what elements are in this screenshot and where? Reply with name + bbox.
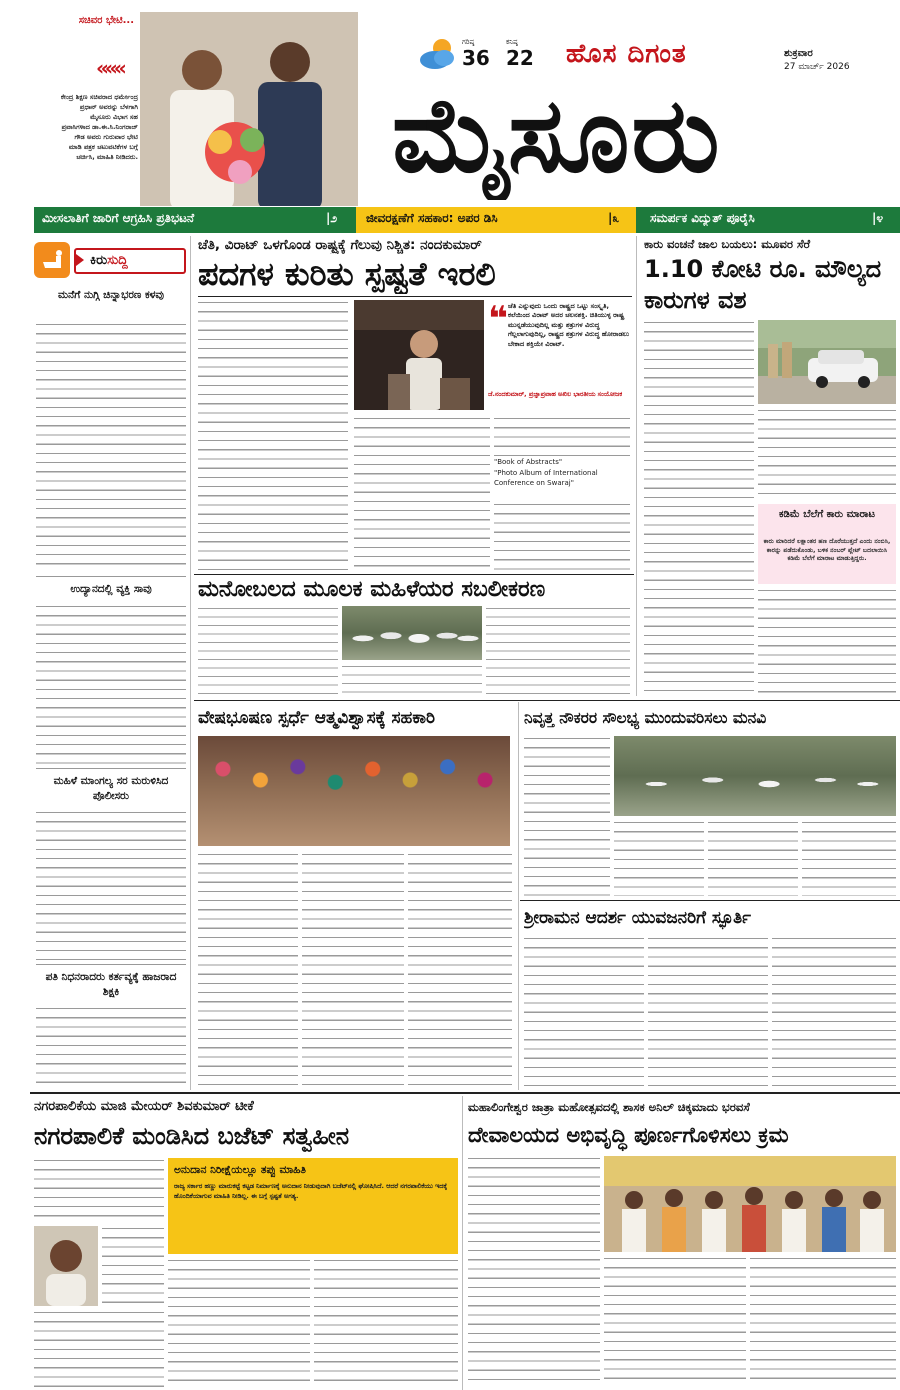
strip-item-3-page: |೪ (872, 211, 884, 225)
brand-logo: ಹೊಸ ದಿಗಂತ (566, 39, 687, 69)
quote-author: ಜೆ.ನಂದಕುಮಾರ್, ಪ್ರಜ್ಞಾಪ್ರವಾಹ ಅಖಿಲ ಭಾರತೀಯ ಸಂಯೋಜಕ (488, 390, 623, 398)
strip-item-2-title: ಜೀವರಕ್ಷಣೆಗೆ ಸಹಕಾರ: ಅಪರ ಡಿಸಿ (366, 211, 498, 225)
car-story (640, 234, 900, 698)
kirusuddi-item-4-head[interactable]: ಪತಿ ನಿಧನರಾದರು ಕರ್ತವ್ಯಕ್ಕೆ ಹಾಜರಾದ ಶಿಕ್ಷಕಿ (45, 971, 177, 998)
dress-photo (198, 736, 510, 846)
retired-col-4 (802, 820, 896, 896)
car-sidebar-box (758, 504, 896, 584)
chevron-left-icon: ««« (96, 58, 123, 78)
dress-col-2 (302, 852, 404, 1088)
divider (194, 700, 900, 701)
budget-col-beside-portrait (102, 1226, 164, 1306)
quote-box (488, 300, 630, 410)
budget-col-1 (34, 1310, 164, 1388)
temple-col-3 (750, 1256, 896, 1386)
teaser-strip (34, 207, 900, 233)
kirusuddi-label-a: ಕಿರು (90, 253, 108, 268)
kirusuddi-label-b: ಸುದ್ದಿ (107, 253, 128, 268)
divider (520, 900, 900, 901)
budget-box-title: ಅನುದಾನ ನಿರೀಕ್ಷೆಯಲ್ಲೂ ತಪ್ಪು ಮಾಹಿತಿ (174, 1164, 306, 1176)
book-title-1: "Book of Abstracts" (494, 458, 563, 466)
temple-kicker[interactable]: ಮಹಾಲಿಂಗೇಶ್ವರ ಜಾತ್ರಾ ಮಹೋತ್ಸವದಲ್ಲಿ ಶಾಸಕ ಅನಿಲ್ ಚಿಕ್ಕಮಾದು ಭರವಸೆ (468, 1100, 750, 1114)
divider (198, 296, 632, 297)
divider (194, 574, 634, 575)
min-temp-label: ಕನಿಷ್ಠ (506, 38, 518, 46)
strip-item-1-page: |೨ (326, 211, 338, 225)
kirusuddi-item-1-head[interactable]: ಮನೆಗೆ ನುಗ್ಗಿ ಚಿನ್ನಾಭರಣ ಕಳವು (57, 289, 164, 301)
kirusuddi-item-2-head[interactable]: ಉದ್ಯಾನದಲ್ಲಿ ವ್ಯಕ್ತಿ ಸಾವು (70, 583, 152, 595)
retired-headline[interactable]: ನಿವೃತ್ತ ನೌಕರರ ಸೌಲಭ್ಯ ಮುಂದುವರಿಸಲು ಮನವಿ (524, 709, 767, 727)
temple-photo (604, 1156, 896, 1252)
kirusuddi-item-3-head[interactable]: ಮಹಿಳೆ ಮಾಂಗಲ್ಯ ಸರ ಮರುಳಿಸಿದ ಪೊಲೀಸರು (53, 775, 169, 802)
issue-date: 27 ಮಾರ್ಚ್ 2026 (784, 62, 850, 72)
lead-col-1 (198, 300, 348, 570)
kirusuddi-label-box (74, 248, 186, 274)
strip-item-2[interactable] (356, 207, 636, 233)
retired-photo (614, 736, 896, 816)
temple-story (464, 1096, 900, 1390)
kirusuddi-item-1-body (36, 322, 186, 572)
kirusuddi-item-2-body (36, 604, 186, 764)
lead-col-2 (354, 416, 490, 570)
hand-icon (34, 242, 70, 278)
edition-name: ಮೈಸೂರು (392, 74, 722, 196)
strip-item-3[interactable] (642, 207, 900, 233)
car-col-3 (758, 588, 896, 694)
car-col-2 (758, 408, 896, 500)
dress-col-3 (408, 852, 512, 1088)
budget-portrait (34, 1226, 98, 1306)
arrow-right-icon (76, 254, 84, 266)
divider (36, 964, 186, 965)
women-col-3 (486, 606, 630, 696)
rama-col-2 (648, 936, 768, 1086)
rama-headline[interactable]: ಶ್ರೀರಾಮನ ಆದರ್ಶ ಯುವಜನರಿಗೆ ಸ್ಫೂರ್ತಿ (524, 908, 751, 928)
budget-col-intro (34, 1158, 164, 1222)
teaser-photo (140, 12, 358, 206)
strip-item-1-title: ಮೀಸಲಾತಿಗೆ ಜಾರಿಗೆ ಆಗ್ರಹಿಸಿ ಪ್ರತಿಭಟನೆ (42, 211, 195, 225)
column-divider (636, 236, 637, 696)
budget-col-3 (314, 1258, 458, 1388)
car-box-text: ಕಾರು ಮಾರಿದರೆ ಲಕ್ಷಾಂತರ ಹಣ ದೊರೆಯುತ್ತದೆ ಎಂದು ನಂಬಿಸಿ, ಕಾರನ್ನು ಪಡೆದುಕೊಂಡು, ಬಳಿಕ ನಂಬರ್ ಪ್ಲೇಟ್ ಬದಲಾಯಿಸಿ ಕಡಿಮೆ ಬೆಲೆಗೆ ಮಾರಾಟ ಮಾಡುತ್ತಿದ್ದರು. (763, 538, 891, 563)
women-photo (342, 606, 482, 660)
column-divider (462, 1096, 463, 1390)
retired-story (520, 702, 900, 898)
car-headline[interactable]: 1.10 ಕೋಟಿ ರೂ. ಮೌಲ್ಯದ ಕಾರುಗಳ ವಶ (644, 255, 882, 314)
column-divider (518, 702, 519, 1090)
weather-cloud-icon (418, 36, 458, 72)
women-headline[interactable]: ಮನೋಬಲದ ಮೂಲಕ ಮಹಿಳೆಯರ ಸಬಲೀಕರಣ (198, 577, 546, 602)
kirusuddi-item-4-body (36, 1006, 186, 1090)
retired-col-2 (614, 820, 704, 896)
budget-col-2 (168, 1258, 310, 1388)
car-col-1 (644, 320, 754, 694)
rama-col-3 (772, 936, 896, 1086)
issue-day: ಶುಕ್ರವಾರ (784, 48, 813, 59)
lead-col-3 (494, 416, 630, 570)
divider (36, 768, 186, 769)
lead-story (194, 234, 634, 574)
women-col-1 (198, 606, 338, 696)
rama-story (520, 902, 900, 1090)
column-divider (190, 236, 191, 1090)
strip-item-2-page: |೩ (608, 211, 620, 225)
car-kicker[interactable]: ಕಾರು ವಂಚನೆ ಜಾಲ ಬಯಲು: ಮೂವರ ಸೆರೆ (644, 237, 811, 251)
lead-photo (354, 300, 484, 410)
temple-col-2 (604, 1256, 746, 1386)
min-temp: 22 (506, 46, 534, 70)
retired-col-3 (708, 820, 798, 896)
kirusuddi-item-3-body (36, 810, 186, 960)
lead-kicker[interactable]: ಚೆತಿ, ವಿರಾಟ್ ಒಳಗೊಂಡ ರಾಷ್ಟ್ರಕ್ಕೆ ಗೆಲುವು ನಿಶ್ಚಿತ: ನಂದಕುಮಾರ್ (198, 237, 482, 253)
divider (30, 1092, 900, 1094)
teaser-text: ಕೇಂದ್ರ ಶಿಕ್ಷಣ ಸಚಿವರಾದ ಧರ್ಮೇಂದ್ರ ಪ್ರಧಾನ್ ಅವರನ್ನು ಬೆಳಗಾಗಿ ಮೈಸೂರು ವಿಭಾಗ ಸಹ ಪ್ರವಾಸಿಗಳಾದ ಡಾ.ಈ.ಸಿ.ನಿಂಗರಾಜ್ ಗೌಡ ಅವರು ಗುರುವಾರ ಭೇಟಿ ಮಾಡಿ ಪತ್ರಕ ಚಟುವಟಿಕೆಗಳ ಬಗ್ಗೆ ಚರ್ಚಿಸಿ, ಮಾಹಿತಿ ನೀಡಿದರು. (60, 93, 138, 161)
budget-story (30, 1096, 460, 1390)
budget-headline[interactable]: ನಗರಪಾಲಿಕೆ ಮಂಡಿಸಿದ ಬಜೆಟ್ ಸತ್ವಹೀನ (34, 1122, 350, 1150)
car-photo (758, 320, 896, 404)
temple-headline[interactable]: ದೇವಾಲಯದ ಅಭಿವೃದ್ಧಿ ಪೂರ್ಣಗೊಳಿಸಲು ಕ್ರಮ (468, 1123, 789, 1147)
quote-icon: ❝ (488, 304, 508, 328)
lead-headline[interactable]: ಪದಗಳ ಕುರಿತು ಸ್ಪಷ್ಟತೆ ಇರಲಿ (198, 255, 496, 293)
book-title-2: "Photo Album of International Conference on Swaraj" (494, 469, 598, 487)
max-temp-label: ಗರಿಷ್ಠ (462, 38, 475, 46)
teaser-label: ಸಚಿವರ ಭೇಟಿ... (78, 15, 134, 26)
women-story (194, 576, 634, 698)
strip-item-3-title: ಸಮರ್ಪಕ ವಿದ್ಯುತ್ ಪೂರೈಸಿ (650, 211, 755, 225)
max-temp: 36 (462, 46, 490, 70)
car-box-title: ಕಡಿಮೆ ಬೆಲೆಗೆ ಕಾರು ಮಾರಾಟ (779, 509, 875, 520)
budget-kicker[interactable]: ನಗರಪಾಲಿಕೆಯ ಮಾಜಿ ಮೇಯರ್ ಶಿವಕುಮಾರ್ ಟೀಕೆ (34, 1099, 254, 1114)
dress-col-1 (198, 852, 298, 1088)
strip-item-1[interactable] (34, 207, 350, 233)
rama-col-1 (524, 936, 644, 1086)
masthead (0, 0, 900, 206)
kirusuddi-header (30, 240, 188, 280)
quote-text: ಚೆತಿ ಎನ್ನುವುದು ಒಂದು ರಾಷ್ಟ್ರದ ಒಟ್ಟು ಸಂಸ್ಕೃತಿ, ಕಲೆಯಿಂದ ವಿರಾಟ್ ಅದರ ಚಲನಶಕ್ತಿ. ಚಿತಿಯುಳ್ಳ ರಾಷ್ಟ್ರ ಮುನ್ನಡೆಯುವುದಿಲ್ಲ ಮತ್ತು ಶತ್ರುಗಳ ವಿರುದ್ಧ ಗೆಲ್ಲಲಾಗುವುದಿಲ್ಲ, ರಾಷ್ಟ್ರದ ಶತ್ರುಗಳ ವಿರುದ್ಧ ಹೋರಾಡಲು ಬೇಕಾದ ಶಕ್ತಿಯೇ ವಿರಾಟ್. (508, 302, 630, 348)
temple-col-1 (468, 1156, 600, 1386)
women-col-2 (342, 664, 482, 696)
retired-col-1 (524, 736, 610, 896)
dress-story (194, 702, 516, 1090)
budget-box-text: ರಾಜ್ಯ ಸರ್ಕಾರ ಹಣ್ಣು ಮಾರುಕಟ್ಟೆ ಕಟ್ಟಡ ನಿರ್ಮಾಣಕ್ಕೆ ಅನುದಾನ ನೀಡುವುದಾಗಿ ಬಜೆಟ್‌ನಲ್ಲಿ ಘೋಷಿಸಿದೆ. ಆದರೆ ನಗರಪಾಲಿಕೆಯು ಇದಕ್ಕೆ ಹೊಂದಿಕೆಯಾಗುವ ಮಾಹಿತಿ ನೀಡಿಲ್ಲ. ಈ ಬಗ್ಗೆ ಸ್ಪಷ್ಟತೆ ಅಗತ್ಯ. (174, 1182, 448, 1200)
kirusuddi-column (30, 236, 188, 1090)
dress-headline[interactable]: ವೇಷಭೂಷಣ ಸ್ಪರ್ಧೆ ಆತ್ಮವಿಶ್ವಾಸಕ್ಕೆ ಸಹಕಾರಿ (198, 708, 435, 728)
budget-box (168, 1158, 458, 1254)
divider (36, 576, 186, 577)
